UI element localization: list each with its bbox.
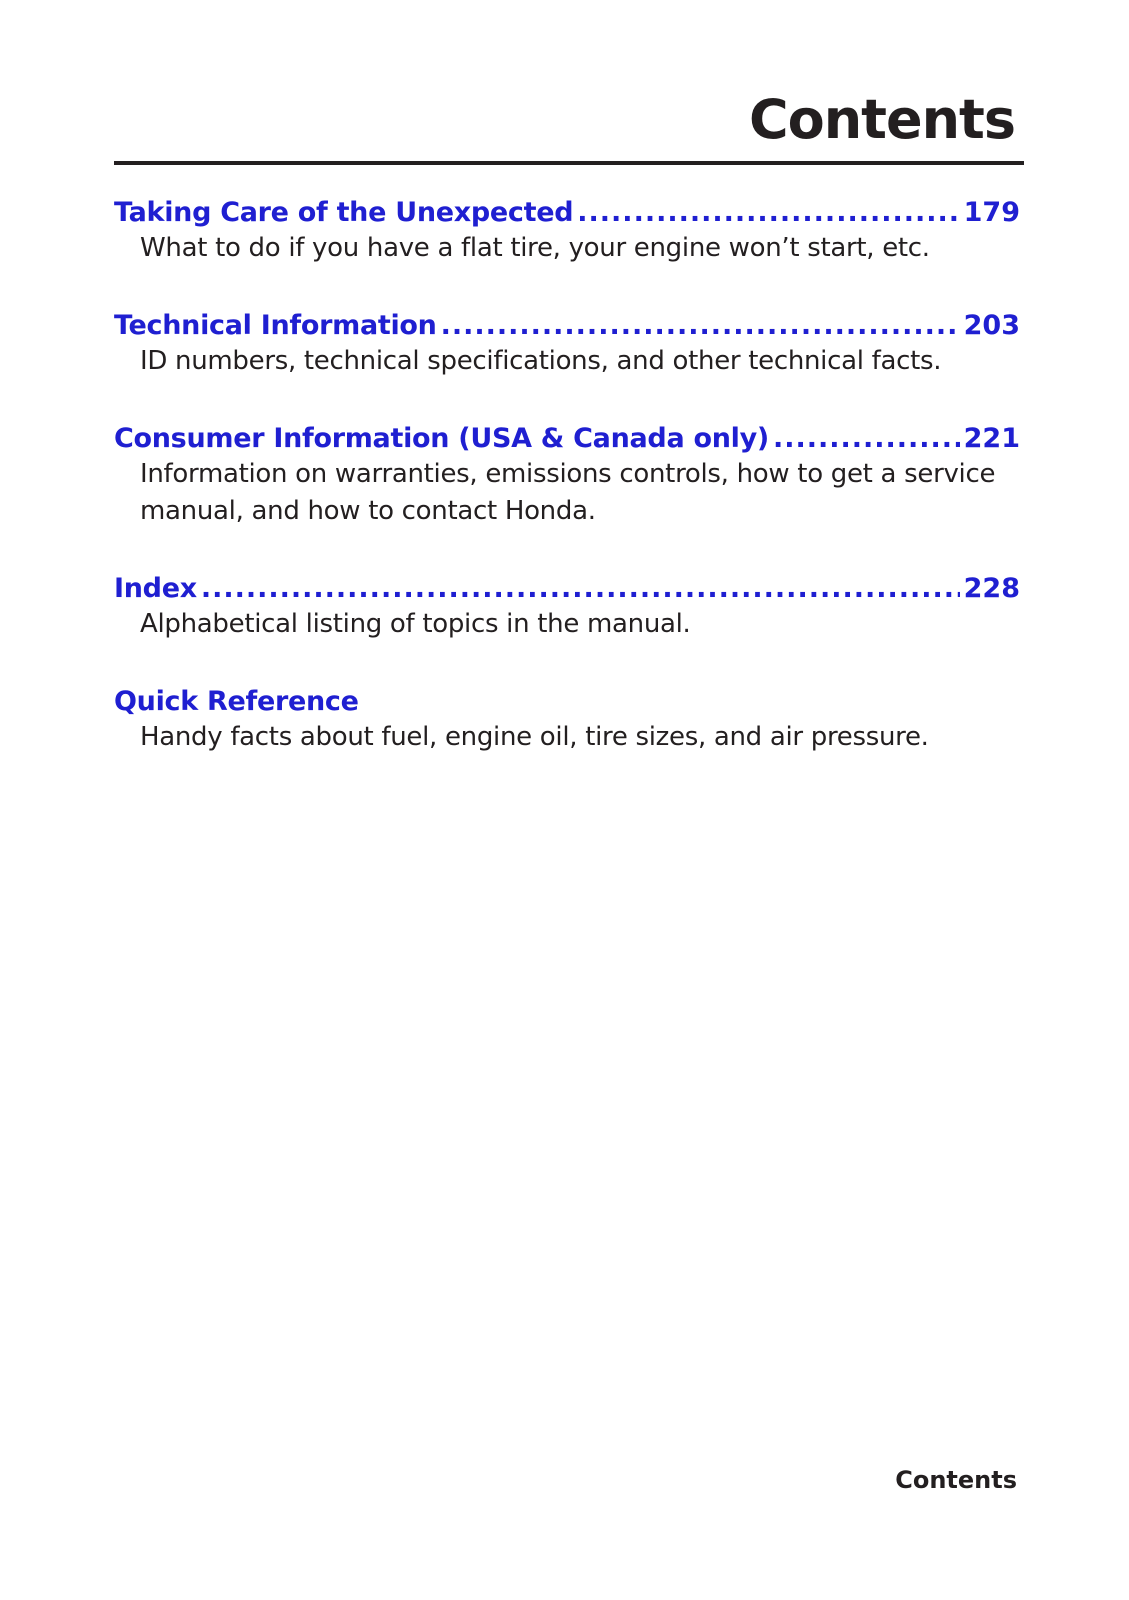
toc-link-quick-reference[interactable] [114,685,1020,719]
toc-entry-consumer-information [114,422,1020,530]
table-of-contents [114,196,1020,798]
toc-entry-label: Technical Information [114,310,437,341]
toc-entry-label: Taking Care of the Unexpected [114,197,574,228]
toc-entry-index [114,572,1020,643]
toc-entry-description: What to do if you have a flat tire, your engine won’t start, etc. [140,233,930,263]
toc-page-number: 203 [963,310,1020,341]
toc-entry-description: ID numbers, technical specifications, and other technical facts. [140,346,942,376]
toc-entry-taking-care [114,196,1020,267]
toc-entry-label: Index [114,573,197,604]
toc-page-number: 179 [963,197,1020,228]
dot-leader [577,196,959,230]
dot-leader [773,422,960,456]
toc-entry-quick-reference [114,685,1020,756]
toc-link-technical-information[interactable] [114,309,1020,343]
toc-entry-label: Consumer Information (USA & Canada only) [114,423,769,454]
page-footer: Contents [895,1466,1017,1494]
toc-page-number: 228 [963,573,1020,604]
toc-entry-description: Handy facts about fuel, engine oil, tire sizes, and air pressure. [140,722,929,752]
page-title: Contents [748,88,1015,151]
toc-entry-label: Quick Reference [114,686,359,717]
toc-page-number: 221 [963,423,1020,454]
title-divider [114,161,1024,165]
toc-entry-description: Information on warranties, emissions controls, how to get a service manual, and how to contact Honda. [140,459,996,526]
toc-link-index[interactable] [114,572,1020,606]
toc-entry-description: Alphabetical listing of topics in the manual. [140,609,691,639]
toc-link-taking-care[interactable] [114,196,1020,230]
dot-leader [441,309,960,343]
toc-entry-technical-information [114,309,1020,380]
dot-leader [201,572,960,606]
toc-link-consumer-information[interactable] [114,422,1020,456]
